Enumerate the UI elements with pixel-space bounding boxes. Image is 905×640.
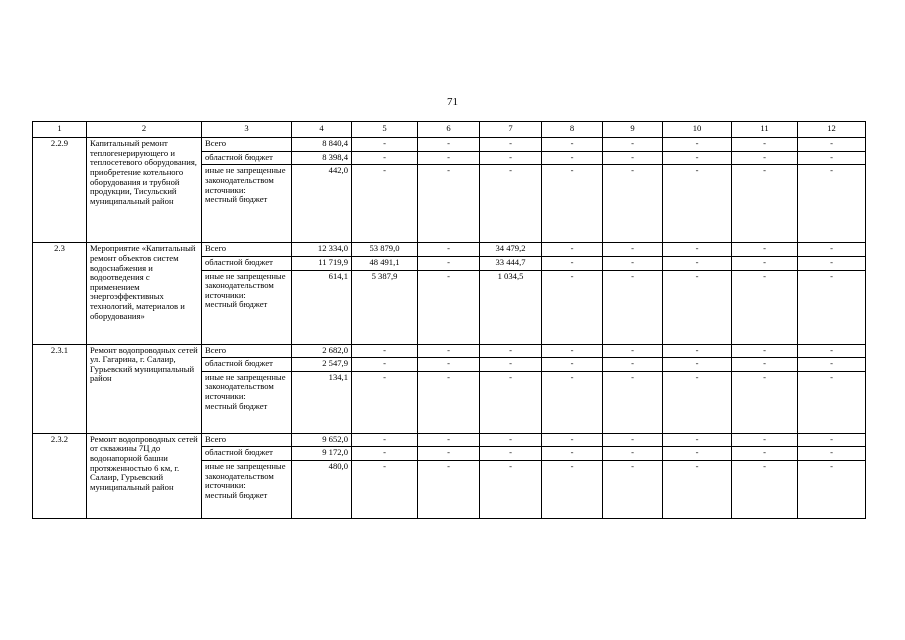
value-cell: - bbox=[480, 461, 542, 519]
value-cell: 34 479,2 bbox=[480, 243, 542, 257]
item-code: 2.3.2 bbox=[33, 433, 87, 518]
value-cell: - bbox=[352, 344, 418, 358]
value-cell: - bbox=[418, 461, 480, 519]
value-cell: - bbox=[480, 371, 542, 433]
value-cell: 11 719,9 bbox=[292, 256, 352, 270]
value-cell: - bbox=[542, 256, 603, 270]
value-cell: - bbox=[798, 151, 866, 165]
table-row bbox=[33, 243, 866, 257]
value-cell: - bbox=[480, 165, 542, 243]
value-cell: - bbox=[542, 270, 603, 344]
value-cell: 9 652,0 bbox=[292, 433, 352, 447]
value-cell: 614,1 bbox=[292, 270, 352, 344]
funding-source: Всего bbox=[202, 243, 292, 257]
header-cell: 4 bbox=[292, 122, 352, 138]
funding-source: областной бюджет bbox=[202, 358, 292, 372]
value-cell: - bbox=[663, 447, 732, 461]
table-header-row bbox=[33, 122, 866, 138]
value-cell: 442,0 bbox=[292, 165, 352, 243]
value-cell: - bbox=[352, 371, 418, 433]
value-cell: - bbox=[603, 151, 663, 165]
value-cell: - bbox=[542, 344, 603, 358]
item-name: Мероприятие «Капитальный ремонт объектов систем водоснабжения и водоотведения с применением энергоэффективных технологий, материалов и оборудования» bbox=[87, 243, 202, 344]
value-cell: - bbox=[798, 447, 866, 461]
value-cell: - bbox=[352, 151, 418, 165]
value-cell: - bbox=[352, 447, 418, 461]
value-cell: - bbox=[603, 358, 663, 372]
value-cell: - bbox=[663, 151, 732, 165]
value-cell: 33 444,7 bbox=[480, 256, 542, 270]
value-cell: 8 398,4 bbox=[292, 151, 352, 165]
value-cell: - bbox=[542, 165, 603, 243]
value-cell: - bbox=[798, 461, 866, 519]
value-cell: - bbox=[603, 344, 663, 358]
value-cell: - bbox=[418, 256, 480, 270]
value-cell: 12 334,0 bbox=[292, 243, 352, 257]
item-code: 2.3.1 bbox=[33, 344, 87, 433]
value-cell: - bbox=[732, 447, 798, 461]
value-cell: - bbox=[542, 151, 603, 165]
value-cell: - bbox=[732, 138, 798, 152]
value-cell: - bbox=[663, 344, 732, 358]
value-cell: - bbox=[418, 151, 480, 165]
value-cell: - bbox=[663, 358, 732, 372]
header-cell: 5 bbox=[352, 122, 418, 138]
value-cell: - bbox=[798, 243, 866, 257]
value-cell: - bbox=[542, 371, 603, 433]
header-cell: 1 bbox=[33, 122, 87, 138]
value-cell: - bbox=[542, 461, 603, 519]
value-cell: - bbox=[352, 165, 418, 243]
value-cell: - bbox=[798, 358, 866, 372]
item-code: 2.3 bbox=[33, 243, 87, 344]
item-name: Ремонт водопроводных сетей ул. Гагарина, г. Салаир, Гурьевский муниципальный район bbox=[87, 344, 202, 433]
header-cell: 3 bbox=[202, 122, 292, 138]
value-cell: - bbox=[732, 243, 798, 257]
funding-source: областной бюджет bbox=[202, 256, 292, 270]
funding-source: иные не запрещенные законодательством источники: местный бюджет bbox=[202, 371, 292, 433]
value-cell: 9 172,0 bbox=[292, 447, 352, 461]
value-cell: - bbox=[542, 243, 603, 257]
funding-source: иные не запрещенные законодательством источники: местный бюджет bbox=[202, 461, 292, 519]
value-cell: 1 034,5 bbox=[480, 270, 542, 344]
value-cell: - bbox=[732, 270, 798, 344]
value-cell: - bbox=[663, 165, 732, 243]
value-cell: - bbox=[663, 138, 732, 152]
header-cell: 8 bbox=[542, 122, 603, 138]
value-cell: - bbox=[352, 461, 418, 519]
value-cell: - bbox=[418, 433, 480, 447]
value-cell: - bbox=[603, 138, 663, 152]
value-cell: - bbox=[663, 256, 732, 270]
value-cell: - bbox=[352, 358, 418, 372]
value-cell: - bbox=[352, 138, 418, 152]
value-cell: - bbox=[732, 344, 798, 358]
item-name: Ремонт водопроводных сетей от скважины 7Ц до водонапорной башни протяженностью 6 км, г. Салаир, Гурьевский муниципальный район bbox=[87, 433, 202, 518]
header-cell: 2 bbox=[87, 122, 202, 138]
value-cell: - bbox=[480, 344, 542, 358]
value-cell: - bbox=[480, 433, 542, 447]
value-cell: 53 879,0 bbox=[352, 243, 418, 257]
funding-source: Всего bbox=[202, 138, 292, 152]
value-cell: - bbox=[418, 344, 480, 358]
value-cell: - bbox=[732, 461, 798, 519]
value-cell: - bbox=[480, 447, 542, 461]
value-cell: - bbox=[663, 371, 732, 433]
value-cell: - bbox=[663, 243, 732, 257]
table-body bbox=[33, 122, 866, 519]
value-cell: - bbox=[798, 433, 866, 447]
funding-source: областной бюджет bbox=[202, 151, 292, 165]
table-row bbox=[33, 138, 866, 152]
funding-source: Всего bbox=[202, 433, 292, 447]
value-cell: - bbox=[418, 138, 480, 152]
value-cell: - bbox=[603, 447, 663, 461]
value-cell: 134,1 bbox=[292, 371, 352, 433]
value-cell: 2 547,9 bbox=[292, 358, 352, 372]
value-cell: - bbox=[480, 358, 542, 372]
header-cell: 12 bbox=[798, 122, 866, 138]
value-cell: - bbox=[732, 371, 798, 433]
value-cell: - bbox=[542, 433, 603, 447]
value-cell: - bbox=[732, 433, 798, 447]
value-cell: - bbox=[798, 270, 866, 344]
value-cell: - bbox=[418, 447, 480, 461]
table-row bbox=[33, 344, 866, 358]
value-cell: - bbox=[732, 165, 798, 243]
value-cell: - bbox=[542, 447, 603, 461]
value-cell: - bbox=[798, 371, 866, 433]
header-cell: 6 bbox=[418, 122, 480, 138]
funding-source: иные не запрещенные законодательством источники: местный бюджет bbox=[202, 165, 292, 243]
value-cell: - bbox=[480, 151, 542, 165]
value-cell: - bbox=[352, 433, 418, 447]
value-cell: - bbox=[663, 270, 732, 344]
value-cell: - bbox=[542, 138, 603, 152]
value-cell: 480,0 bbox=[292, 461, 352, 519]
funding-source: областной бюджет bbox=[202, 447, 292, 461]
value-cell: - bbox=[663, 433, 732, 447]
value-cell: - bbox=[732, 256, 798, 270]
table-row bbox=[33, 433, 866, 447]
item-name: Капитальный ремонт теплогенерирующего и теплосетевого оборудования, приобретение котельного оборудования и трубной продукции, Тисульский муниципальный район bbox=[87, 138, 202, 243]
header-cell: 11 bbox=[732, 122, 798, 138]
header-cell: 9 bbox=[603, 122, 663, 138]
value-cell: - bbox=[418, 270, 480, 344]
value-cell: - bbox=[603, 371, 663, 433]
value-cell: - bbox=[542, 358, 603, 372]
value-cell: - bbox=[603, 256, 663, 270]
value-cell: - bbox=[603, 461, 663, 519]
value-cell: - bbox=[798, 344, 866, 358]
value-cell: 2 682,0 bbox=[292, 344, 352, 358]
value-cell: - bbox=[798, 256, 866, 270]
item-code: 2.2.9 bbox=[33, 138, 87, 243]
value-cell: - bbox=[603, 433, 663, 447]
page-number: 71 bbox=[447, 96, 458, 108]
value-cell: - bbox=[798, 138, 866, 152]
value-cell: 5 387,9 bbox=[352, 270, 418, 344]
value-cell: - bbox=[603, 270, 663, 344]
value-cell: 48 491,1 bbox=[352, 256, 418, 270]
funding-source: Всего bbox=[202, 344, 292, 358]
value-cell: - bbox=[798, 165, 866, 243]
value-cell: - bbox=[418, 371, 480, 433]
value-cell: - bbox=[603, 165, 663, 243]
value-cell: - bbox=[732, 358, 798, 372]
funding-source: иные не запрещенные законодательством источники: местный бюджет bbox=[202, 270, 292, 344]
header-cell: 7 bbox=[480, 122, 542, 138]
value-cell: - bbox=[418, 358, 480, 372]
value-cell: - bbox=[480, 138, 542, 152]
value-cell: - bbox=[732, 151, 798, 165]
value-cell: 8 840,4 bbox=[292, 138, 352, 152]
value-cell: - bbox=[663, 461, 732, 519]
budget-table bbox=[32, 121, 866, 519]
value-cell: - bbox=[418, 243, 480, 257]
value-cell: - bbox=[418, 165, 480, 243]
value-cell: - bbox=[603, 243, 663, 257]
header-cell: 10 bbox=[663, 122, 732, 138]
